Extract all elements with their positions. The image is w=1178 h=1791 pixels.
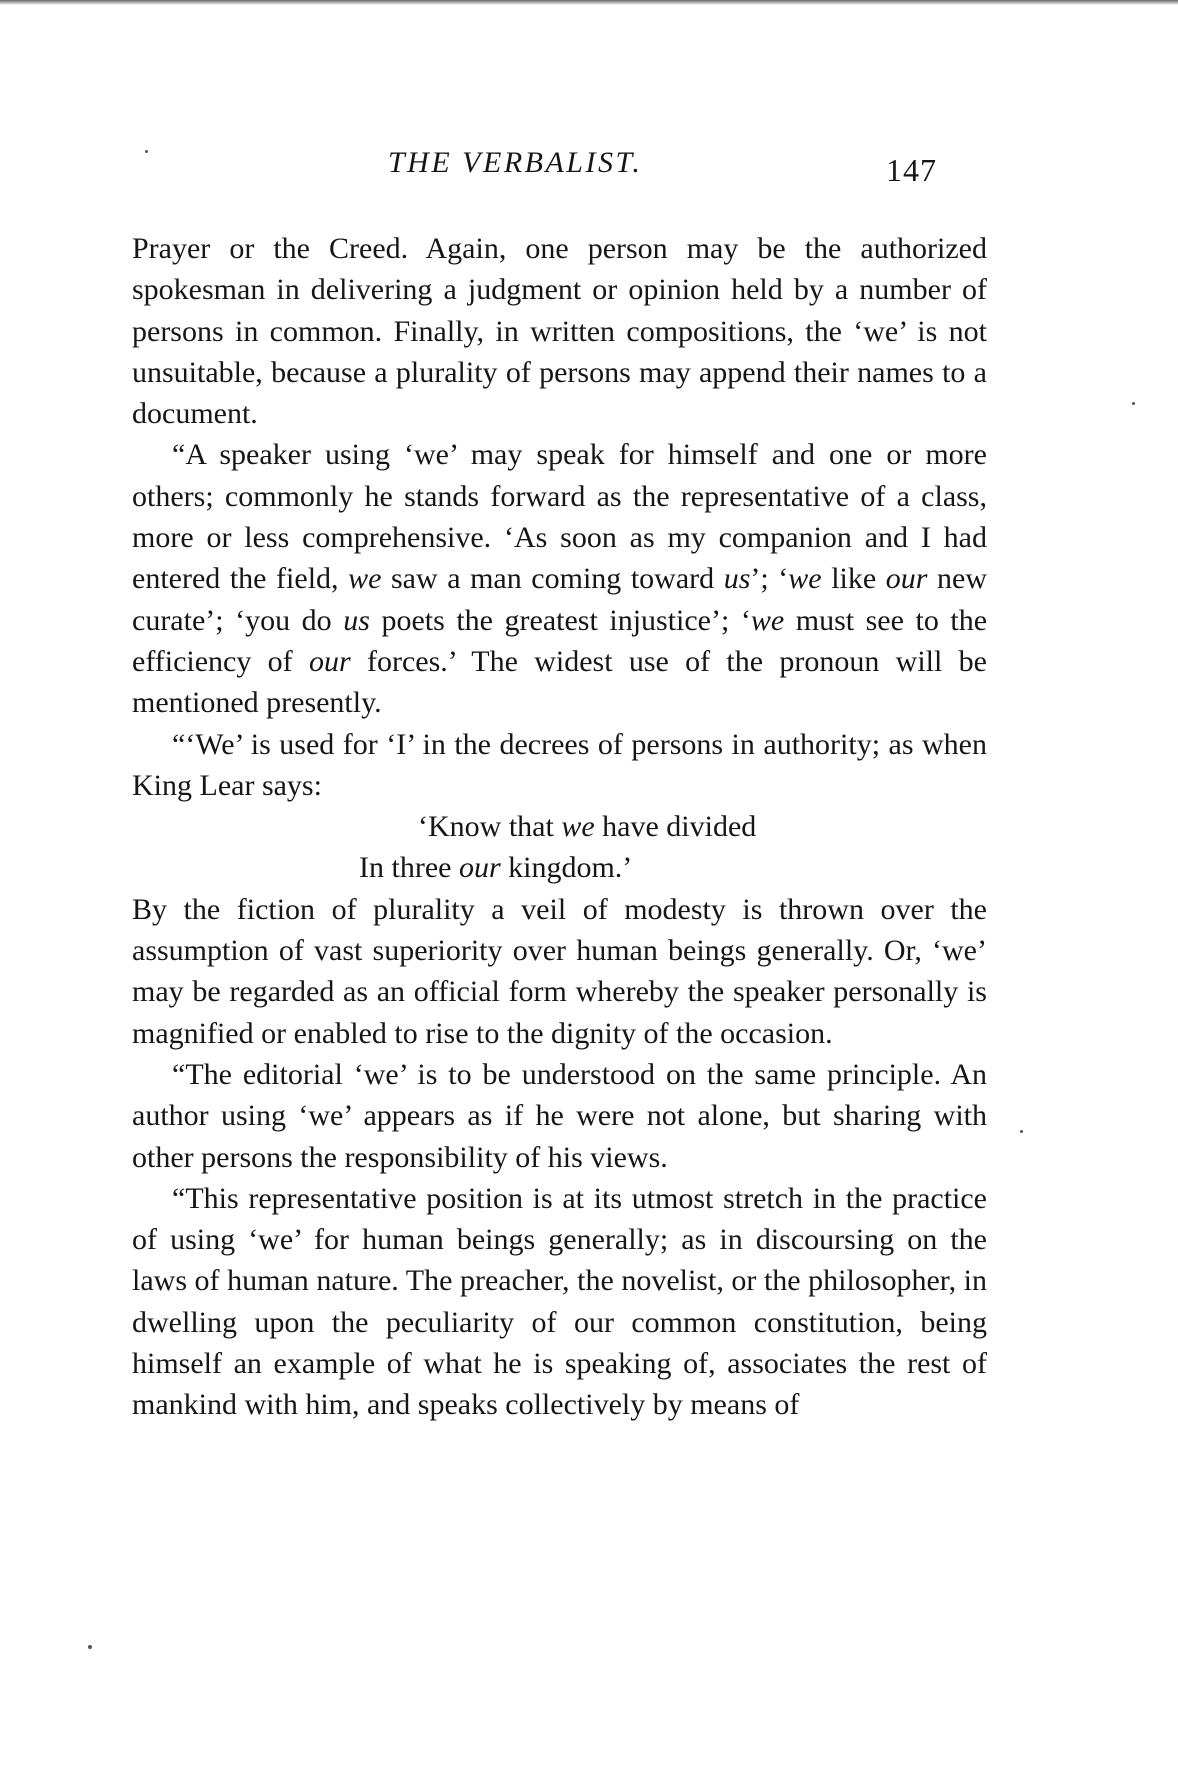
scan-speck [88,1645,92,1649]
paragraph-6: “This representative position is at its utmost stretch in the practice of using ‘we’ for human beings generally; as in discoursing on the laws of human nature. The preacher, the novelist, or the philosopher, in dwelling upon the peculiarity of our common constitution, being himself an example of what he is speaking of, associates the rest of mankind with him, and speaks collectively by means of [132,1181,987,1422]
emphasis-our: our [885,562,928,596]
quote-line-2 [132,847,987,888]
emphasis-us: us [723,562,751,596]
emphasis-our: our [458,851,501,885]
text-run: have divided [594,810,757,844]
scan-speck [1020,1130,1023,1133]
scan-speck [1132,402,1135,405]
text-run: must see to the efficiency of [132,603,988,678]
paragraph-5: “The editorial ‘we’ is to be understood on the same principle. An author using ‘we’ appears as if he were not alone, but sharing with other persons the responsibility of his views. [132,1057,987,1174]
paragraph-2 [132,434,987,723]
running-title: THE VERBALIST. [388,146,643,179]
emphasis-we: we [788,562,822,596]
quote-line-1 [132,806,987,847]
text-run: kingdom.’ [500,851,633,885]
text-run: forces.’ The widest use of the pronoun will be mentioned presently. [132,644,987,720]
text-run: ‘Know that [418,810,562,844]
paragraph-3: “‘We’ is used for ‘I’ in the decrees of persons in authority; as when King Lear says: [132,727,987,802]
scan-speck [145,150,148,153]
page-header [0,146,1178,196]
emphasis-we: we [750,603,785,637]
page-number: 147 [886,152,937,188]
body-text [132,228,987,1426]
emphasis-we: we [561,810,595,844]
scan-top-edge [0,0,1178,5]
text-run: ’; ‘ [750,562,789,596]
text-run: poets the greatest injustice’; ‘ [369,603,751,637]
text-run: like [821,562,886,596]
text-run: saw a man coming toward [381,562,724,596]
emphasis-we: we [348,562,382,596]
emphasis-us: us [343,603,370,637]
text-run: In three [359,851,459,885]
paragraph-4: By the fiction of plurality a veil of modesty is thrown over the assumption of vast superiority over human beings generally. Or, ‘we’ may be regarded as an official form whereby the speaker personally is magnified or enabled to rise to the dignity of the occasion. [132,892,987,1050]
text-run: “A speaker using ‘we’ may speak for himself and one or more others; commonly he stands forward as the representative of a class, more or less comprehensive. ‘As soon as my companion and I had entered the field, [132,438,987,596]
emphasis-our: our [308,644,351,678]
text-run: new curate’; ‘you do [132,562,987,637]
paragraph-1: Prayer or the Creed. Again, one person may be the authorized spokesman in delivering a judgment or opinion held by a number of persons in common. Finally, in written compositions, the ‘we’ is not unsuitable, because a plurality of persons may append their names to a document. [132,232,987,431]
